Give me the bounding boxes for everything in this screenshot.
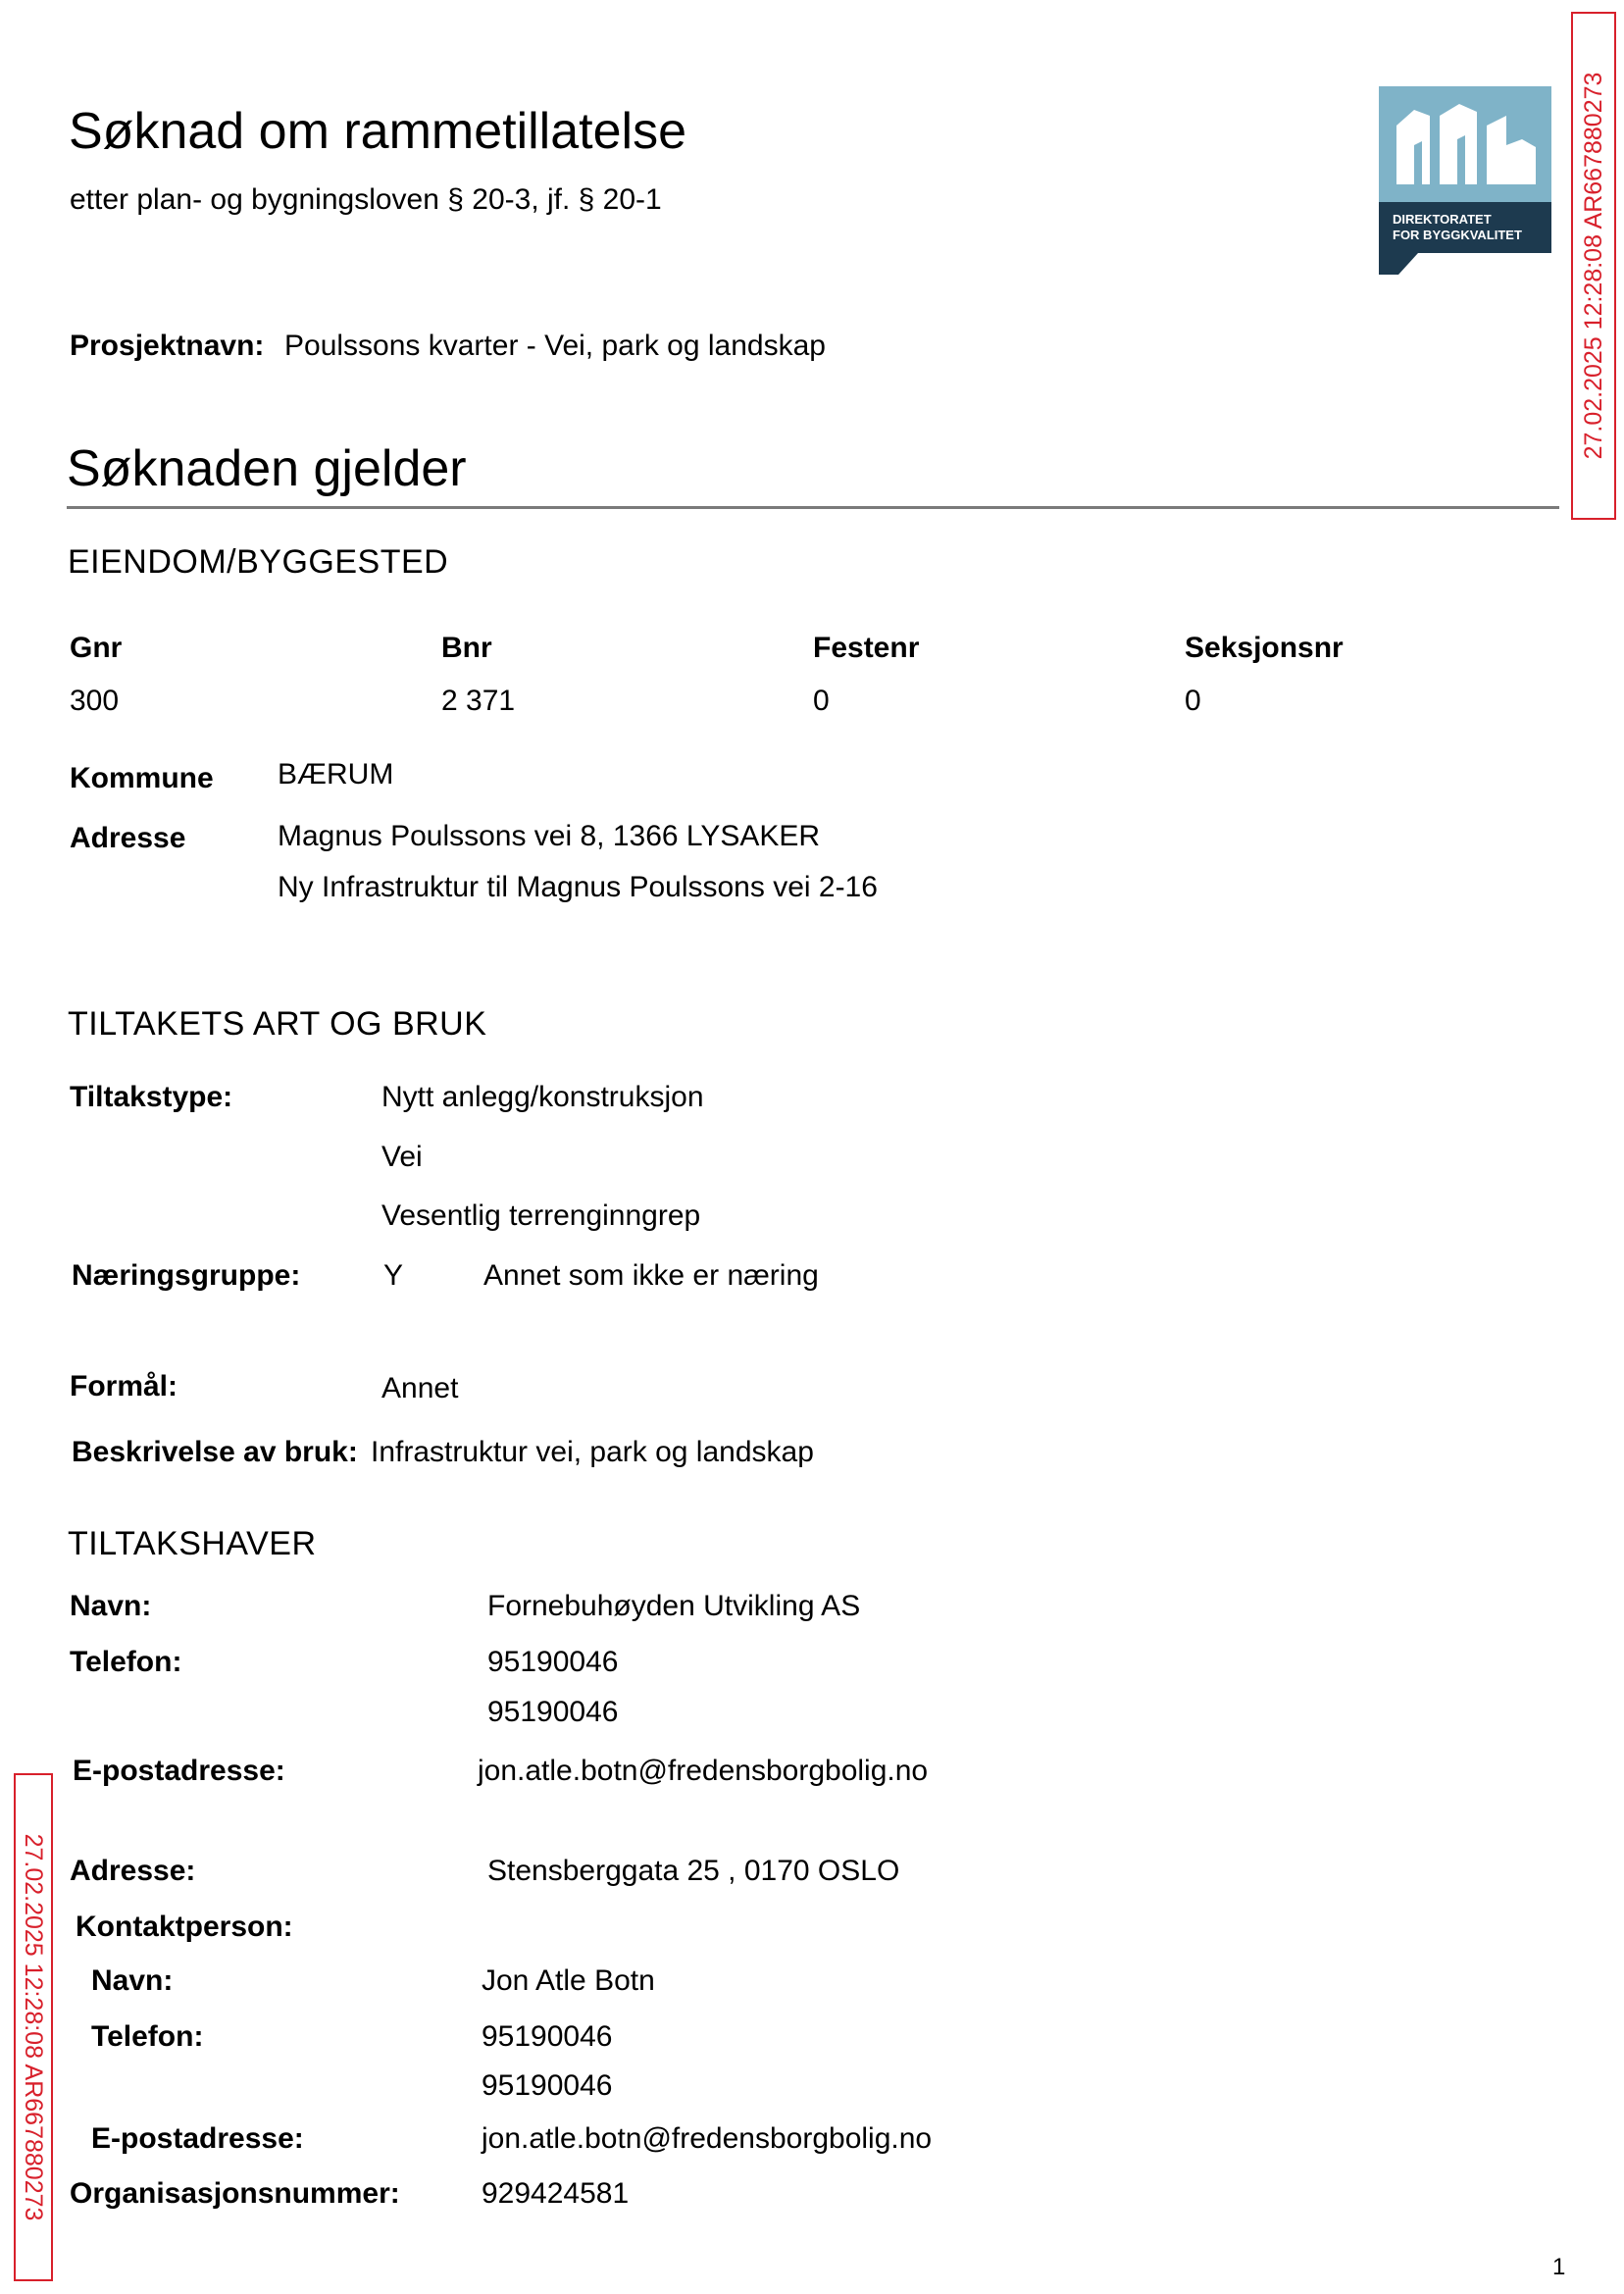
tiltakstype-value-3: Vesentlig terrenginngrep: [381, 1199, 701, 1232]
page-subtitle: etter plan- og bygningsloven § 20-3, jf. § 20-1: [70, 183, 662, 216]
tiltakstype-value-2: Vei: [381, 1141, 423, 1173]
bnr-value: 2 371: [441, 685, 516, 717]
seksjonsnr-label: Seksjonsnr: [1185, 632, 1344, 664]
kommune-value: BÆRUM: [278, 758, 394, 790]
naeringsgruppe-value: Annet som ikke er næring: [483, 1259, 819, 1292]
stamp-text: 27.02.2025 12:28:08 AR667880273: [1580, 72, 1607, 460]
owner-telefon-value-1: 95190046: [487, 1646, 619, 1678]
logo-text-line1: DIREKTORATET: [1393, 212, 1492, 227]
adresse-line2: Ny Infrastruktur til Magnus Poulssons vei 2-16: [278, 871, 878, 903]
kontakt-epost-label: E-postadresse:: [91, 2122, 304, 2155]
gnr-label: Gnr: [70, 632, 123, 664]
seksjonsnr-value: 0: [1185, 685, 1201, 717]
owner-telefon-value-2: 95190046: [487, 1696, 619, 1728]
dibk-logo: [1379, 86, 1551, 275]
building-icon: [1379, 86, 1551, 202]
section-divider: [67, 506, 1559, 509]
naeringsgruppe-code: Y: [383, 1259, 404, 1292]
tiltakstype-label: Tiltakstype:: [70, 1081, 233, 1113]
tiltakstype-value-1: Nytt anlegg/konstruksjon: [381, 1081, 704, 1113]
kontakt-epost-value: jon.atle.botn@fredensborgbolig.no: [482, 2122, 933, 2155]
bnr-label: Bnr: [441, 632, 492, 664]
page-number: 1: [1552, 2254, 1566, 2280]
formal-value: Annet: [381, 1372, 459, 1404]
adresse-line1: Magnus Poulssons vei 8, 1366 LYSAKER: [278, 820, 821, 852]
section-title: Søknaden gjelder: [67, 440, 467, 497]
adresse-label: Adresse: [70, 822, 186, 854]
owner-heading: TILTAKSHAVER: [68, 1525, 317, 1562]
kommune-label: Kommune: [70, 762, 214, 794]
org-label: Organisasjonsnummer:: [70, 2177, 400, 2210]
timestamp-stamp-bottom: [14, 1773, 53, 2281]
kontakt-telefon-value-2: 95190046: [482, 2069, 613, 2102]
kontakt-telefon-value-1: 95190046: [482, 2020, 613, 2053]
logo-flag: [1379, 253, 1418, 275]
owner-navn-value: Fornebuhøyden Utvikling AS: [487, 1590, 861, 1622]
owner-adresse-label: Adresse:: [70, 1855, 196, 1887]
festenr-label: Festenr: [813, 632, 920, 664]
festenr-value: 0: [813, 685, 830, 717]
kontakt-navn-value: Jon Atle Botn: [482, 1964, 655, 1997]
formal-label: Formål:: [70, 1370, 178, 1402]
owner-epost-label: E-postadresse:: [73, 1755, 285, 1787]
naeringsgruppe-label: Næringsgruppe:: [72, 1259, 301, 1292]
timestamp-stamp-top: [1571, 12, 1616, 520]
project-name: Poulssons kvarter - Vei, park og landskap: [284, 330, 826, 362]
owner-adresse-value: Stensberggata 25 , 0170 OSLO: [487, 1855, 900, 1887]
kontaktperson-label: Kontaktperson:: [76, 1911, 293, 1943]
owner-navn-label: Navn:: [70, 1590, 152, 1622]
owner-telefon-label: Telefon:: [70, 1646, 182, 1678]
stamp-text: 27.02.2025 12:28:08 AR667880273: [20, 1833, 47, 2221]
gnr-value: 300: [70, 685, 120, 717]
beskrivelse-value: Infrastruktur vei, park og landskap: [371, 1436, 814, 1468]
logo-text: [1393, 212, 1522, 243]
kontakt-navn-label: Navn:: [91, 1964, 174, 1997]
kontakt-telefon-label: Telefon:: [91, 2020, 204, 2053]
property-heading: EIENDOM/BYGGESTED: [68, 543, 449, 581]
org-value: 929424581: [482, 2177, 630, 2210]
owner-epost-value: jon.atle.botn@fredensborgbolig.no: [478, 1755, 929, 1787]
logo-graphic: [1379, 86, 1551, 202]
page-title: Søknad om rammetillatelse: [69, 103, 686, 160]
project-label: Prosjektnavn:: [70, 330, 265, 362]
measure-heading: TILTAKETS ART OG BRUK: [68, 1005, 487, 1043]
logo-text-line2: FOR BYGGKVALITET: [1393, 228, 1522, 242]
beskrivelse-label: Beskrivelse av bruk:: [72, 1436, 358, 1468]
